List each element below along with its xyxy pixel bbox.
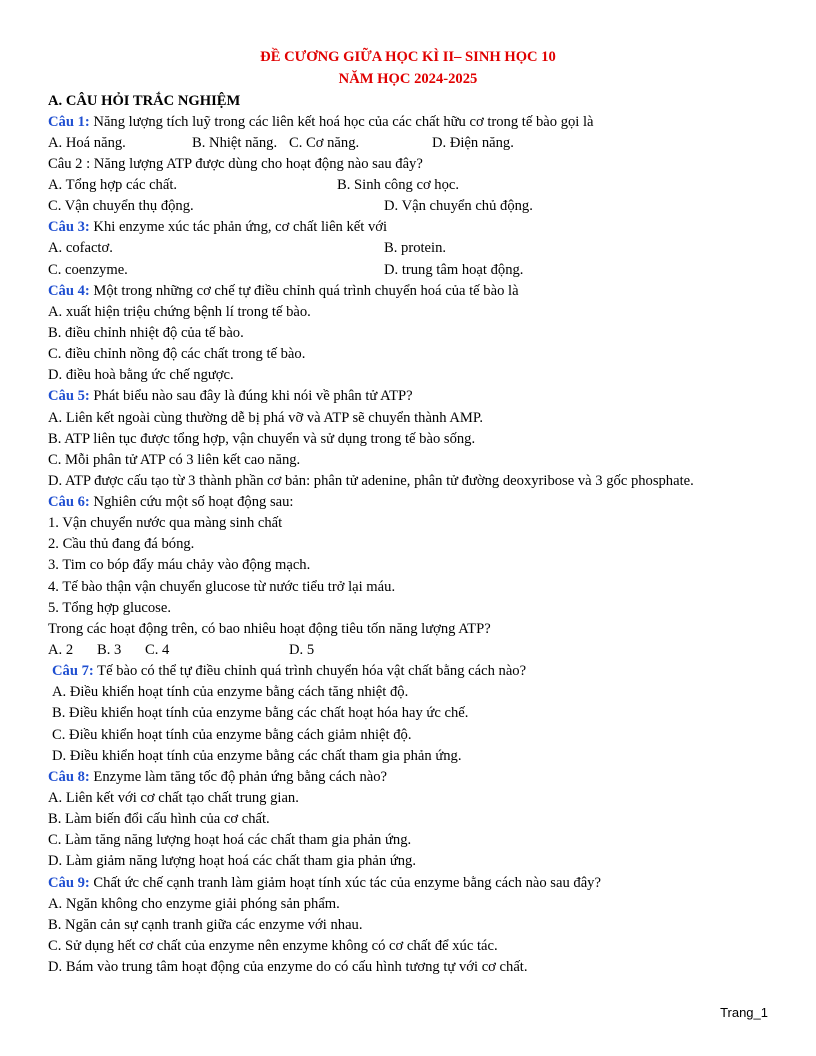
question-6-label: Câu 6: <box>48 494 90 510</box>
q8-option-a: A. Liên kết với cơ chất tạo chất trung gian. <box>48 790 299 806</box>
q3-option-b: B. protein. <box>384 240 447 256</box>
q6-item-1: 1. Vận chuyển nước qua màng sinh chất <box>48 515 283 531</box>
question-7-label: Câu 7: <box>52 663 94 679</box>
q5-option-d: D. ATP được cấu tạo từ 3 thành phần cơ bản: phân tử adenine, phân tử đường deoxyribose và 3 gốc phosphate. <box>48 473 694 489</box>
q2-option-b: B. Sinh công cơ học. <box>337 177 460 193</box>
q4-option-c: C. điều chỉnh nồng độ các chất trong tế bào. <box>48 346 306 362</box>
question-5-label: Câu 5: <box>48 388 90 404</box>
q3-option-a: A. cofactơ. <box>48 240 113 256</box>
q6-option-b: B. 3 <box>97 642 122 658</box>
question-5-text: Phát biểu nào sau đây là đúng khi nói về phân tử ATP? <box>89 388 413 404</box>
q4-option-b: B. điều chỉnh nhiệt độ của tế bào. <box>48 325 244 341</box>
q9-option-c: C. Sử dụng hết cơ chất của enzyme nên enzyme không có cơ chất để xúc tác. <box>48 938 498 954</box>
q6-item-4: 4. Tế bào thận vận chuyển glucose từ nước tiểu trở lại máu. <box>48 579 396 595</box>
q6-option-a: A. 2 <box>48 642 74 658</box>
q7-option-c: C. Điều khiển hoạt tính của enzyme bằng cách giảm nhiệt độ. <box>52 727 412 743</box>
question-7-text: Tế bào có thể tự điều chỉnh quá trình chuyển hóa vật chất bằng cách nào? <box>93 663 527 679</box>
question-8 <box>48 768 387 786</box>
q6-item-5: 5. Tổng hợp glucose. <box>48 600 171 616</box>
question-9 <box>48 874 601 892</box>
q3-option-d: D. trung tâm hoạt động. <box>384 262 524 278</box>
question-7 <box>52 662 526 680</box>
q6-option-c: C. 4 <box>145 642 170 658</box>
q6-option-d: D. 5 <box>289 642 315 658</box>
question-8-text: Enzyme làm tăng tốc độ phản ứng bằng cách nào? <box>89 769 388 785</box>
q9-option-a: A. Ngăn không cho enzyme giải phóng sản phẩm. <box>48 896 340 912</box>
question-5 <box>48 387 413 405</box>
question-2: Câu 2 : Năng lượng ATP được dùng cho hoạt động nào sau đây? <box>48 156 423 172</box>
question-3 <box>48 218 387 236</box>
q2-option-d: D. Vận chuyển chủ động. <box>384 198 533 214</box>
q1-option-c: C. Cơ năng. <box>289 135 360 151</box>
q4-option-a: A. xuất hiện triệu chứng bệnh lí trong tế bào. <box>48 304 311 320</box>
question-9-label: Câu 9: <box>48 875 90 891</box>
question-4-label: Câu 4: <box>48 283 90 299</box>
question-6 <box>48 493 293 511</box>
question-9-text: Chất ức chế cạnh tranh làm giảm hoạt tính xúc tác của enzyme bằng cách nào sau đây? <box>89 875 601 891</box>
q6-question: Trong các hoạt động trên, có bao nhiêu hoạt động tiêu tốn năng lượng ATP? <box>48 621 491 637</box>
page-number: Trang_1 <box>720 1005 768 1020</box>
school-year: NĂM HỌC 2024-2025 <box>338 71 478 87</box>
q9-option-d: D. Bám vào trung tâm hoạt động của enzyme do có cấu hình tương tự với cơ chất. <box>48 959 528 975</box>
q7-option-a: A. Điều khiển hoạt tính của enzyme bằng cách tăng nhiệt độ. <box>52 684 409 700</box>
question-4-text: Một trong những cơ chế tự điều chỉnh quá trình chuyển hoá của tế bào là <box>89 283 519 299</box>
q1-option-b: B. Nhiệt năng. <box>192 135 278 151</box>
q3-option-c: C. coenzyme. <box>48 262 128 278</box>
question-1-label: Câu 1: <box>48 114 90 130</box>
question-1 <box>48 113 594 131</box>
q6-item-2: 2. Cầu thủ đang đá bóng. <box>48 536 195 552</box>
q5-option-a: A. Liên kết ngoài cùng thường dễ bị phá vỡ và ATP sẽ chuyển thành AMP. <box>48 410 484 426</box>
question-3-text: Khi enzyme xúc tác phản ứng, cơ chất liên kết với <box>89 219 388 235</box>
q8-option-b: B. Làm biến đổi cấu hình của cơ chất. <box>48 811 270 827</box>
q6-item-3: 3. Tim co bóp đẩy máu chảy vào động mạch. <box>48 557 311 573</box>
document-title: ĐỀ CƯƠNG GIỮA HỌC KÌ II– SINH HỌC 10 <box>260 49 556 65</box>
q1-option-d: D. Điện năng. <box>432 135 514 151</box>
q7-option-b: B. Điều khiển hoạt tính của enzyme bằng các chất hoạt hóa hay ức chế. <box>52 705 469 721</box>
q2-option-c: C. Vận chuyển thụ động. <box>48 198 194 214</box>
q9-option-b: B. Ngăn cản sự cạnh tranh giữa các enzyme với nhau. <box>48 917 363 933</box>
q7-option-d: D. Điều khiển hoạt tính của enzyme bằng các chất tham gia phản ứng. <box>52 748 462 764</box>
question-6-text: Nghiên cứu một số hoạt động sau: <box>89 494 294 510</box>
question-4 <box>48 282 519 300</box>
section-heading: A. CÂU HỎI TRẮC NGHIỆM <box>48 93 241 109</box>
q2-option-a: A. Tổng hợp các chất. <box>48 177 178 193</box>
q5-option-b: B. ATP liên tục được tổng hợp, vận chuyển và sử dụng trong tế bào sống. <box>48 431 476 447</box>
q1-option-a: A. Hoá năng. <box>48 135 126 151</box>
q5-option-c: C. Mỗi phân tử ATP có 3 liên kết cao năng. <box>48 452 301 468</box>
question-3-label: Câu 3: <box>48 219 90 235</box>
q8-option-c: C. Làm tăng năng lượng hoạt hoá các chất tham gia phản ứng. <box>48 832 412 848</box>
q8-option-d: D. Làm giảm năng lượng hoạt hoá các chất tham gia phản ứng. <box>48 853 417 869</box>
question-8-label: Câu 8: <box>48 769 90 785</box>
question-1-text: Năng lượng tích luỹ trong các liên kết hoá học của các chất hữu cơ trong tế bào gọi là <box>89 114 594 130</box>
q4-option-d: D. điều hoà bằng ức chế ngược. <box>48 367 234 383</box>
